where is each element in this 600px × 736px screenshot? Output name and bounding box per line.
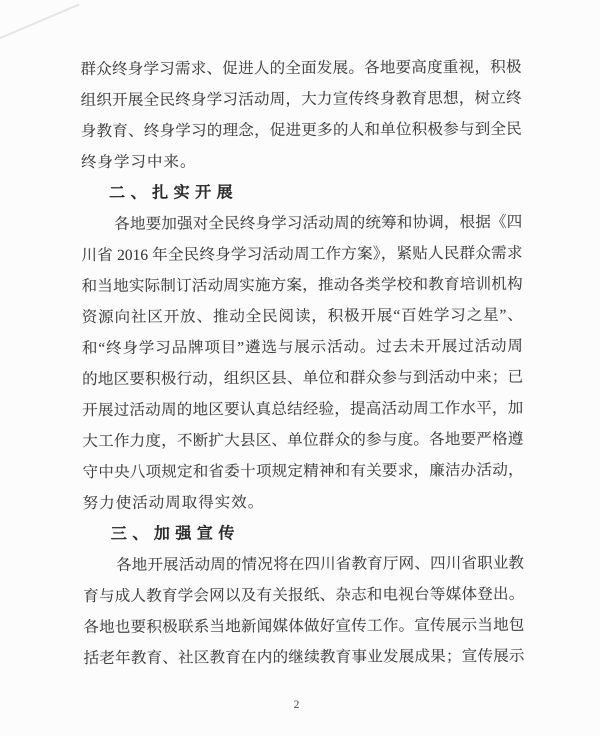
section-heading-3: 三、加强宣传 [110, 525, 240, 544]
doc-line: 组织开展全民终身学习活动周，大力宣传终身教育思想，树立终 [80, 89, 522, 110]
doc-line: 各地也要积极联系当地新闻媒体做好宣传工作。宣传展示当地包 [83, 616, 525, 637]
doc-line: 身教育、终身学习的理念，促进更多的人和单位积极参与到全民 [80, 120, 522, 141]
section-heading-2: 二、扎实开展 [109, 184, 239, 203]
doc-line: 守中央八项规定和省委十项规定精神和有关要求，廉洁办活动， [82, 461, 524, 482]
doc-line: 大工作力度，不断扩大县区、单位群众的参与度。各地要严格遵 [82, 430, 524, 451]
doc-line paragraph-end: 努力使活动周取得实效。 [82, 494, 265, 513]
doc-line paragraph-start: 各地开展活动周的情况将在四川省教育厅网、四川省职业教 [116, 554, 525, 574]
page-number: 2 [293, 699, 300, 711]
doc-line paragraph-end: 终身学习中来。 [80, 153, 197, 172]
doc-line: 和“终身学习品牌项目”遴选与展示活动。过去未开展过活动周 [81, 337, 523, 358]
doc-line: 的地区要积极行动，组织区县、单位和群众参与到活动中来；已 [82, 368, 524, 389]
doc-line: 括老年教育、社区教育在内的继续教育事业发展成果；宣传展示 [83, 647, 525, 668]
doc-line: 资源向社区开放、推动全民阅读，积极开展“百姓学习之星”、 [81, 306, 523, 327]
doc-line: 川省 2016 年全民终身学习活动周工作方案》，紧贴人民群众需求 [81, 244, 523, 265]
document-text-block [80, 52, 524, 674]
doc-line: 群众终身学习需求、促进人的全面发展。各地要高度重视，积极 [80, 58, 522, 79]
scan-streak-artifact [0, 4, 80, 43]
doc-line: 育与成人教育学会网以及有关报纸、杂志和电视台等媒体登出。 [83, 585, 525, 606]
doc-line: 和当地实际制订活动周实施方案，推动各类学校和教育培训机构 [81, 275, 523, 296]
doc-line: 开展过活动周的地区要认真总结经验，提高活动周工作水平，加 [82, 399, 524, 420]
doc-line paragraph-start: 各地要加强对全民终身学习活动周的统筹和协调，根据《四 [114, 213, 523, 233]
